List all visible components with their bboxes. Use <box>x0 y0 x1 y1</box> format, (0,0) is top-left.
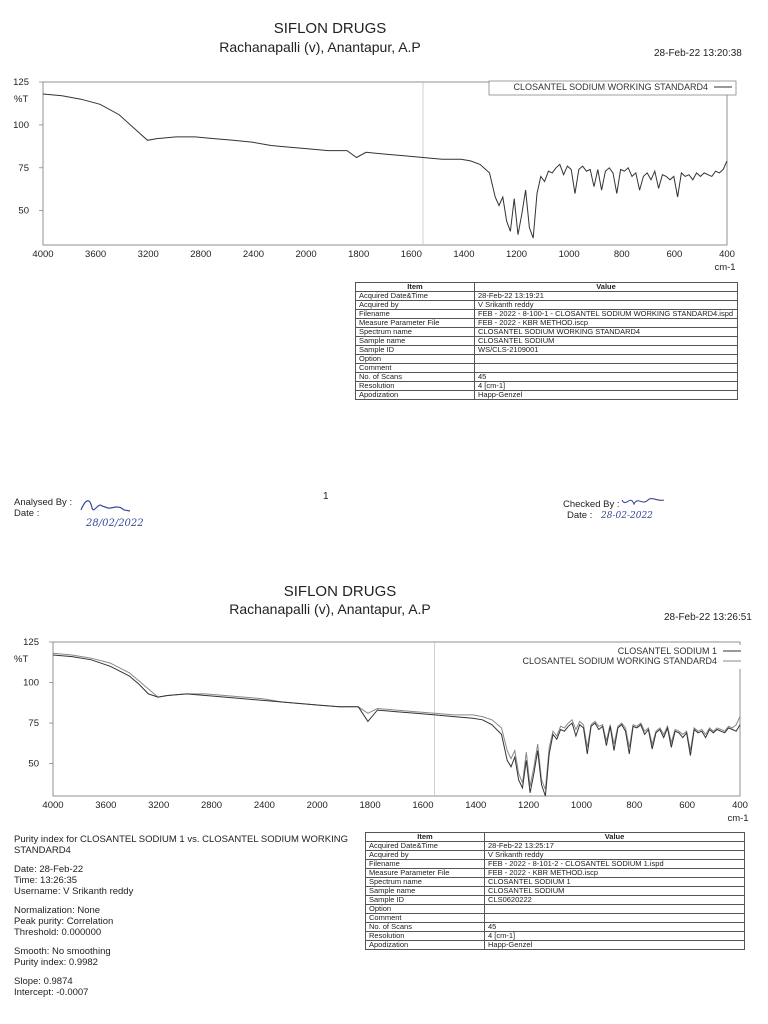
legend-entry: CLOSANTEL SODIUM 1 <box>617 646 717 656</box>
company-address-2: Rachanapalli (v), Anantapur, A.P <box>229 601 431 617</box>
x-tick-label: 2000 <box>306 800 328 811</box>
table-cell-value: 4 [cm-1] <box>485 932 745 941</box>
table-cell-item: Acquired by <box>356 301 475 310</box>
table-row <box>366 932 745 941</box>
table-cell-item: Acquired by <box>366 851 485 860</box>
x-tick-label: 800 <box>626 800 643 811</box>
purity-report <box>14 834 359 998</box>
chart-1-svg <box>0 70 768 280</box>
table-cell-value: CLOSANTEL SODIUM <box>485 887 745 896</box>
table-cell-value: Happ-Genzel <box>475 391 738 400</box>
table-cell-value: V Srikanth reddy <box>475 301 738 310</box>
x-tick-label: 1000 <box>570 800 593 811</box>
x-tick-label: 1600 <box>400 249 422 260</box>
table-cell-value: 4 [cm-1] <box>475 382 738 391</box>
purity-peak-purity: Peak purity: Correlation <box>14 916 114 927</box>
x-tick-label: 3600 <box>95 800 117 811</box>
table-cell-item: Measure Parameter File <box>366 869 485 878</box>
table-cell-item: Filename <box>356 310 475 319</box>
checked-date-handwritten: 28-02-2022 <box>601 511 653 521</box>
purity-threshold: Threshold: 0.000000 <box>14 927 102 938</box>
x-tick-label: 2400 <box>242 249 265 260</box>
table-cell-value: V Srikanth reddy <box>485 851 745 860</box>
x-axis-label: cm-1 <box>714 262 736 273</box>
table-row <box>356 355 738 364</box>
ir-spectrum-chart-1 <box>0 70 768 280</box>
table-cell-value: Happ-Genzel <box>485 941 745 950</box>
purity-title: Purity index for CLOSANTEL SODIUM 1 vs. CLOSANTEL SODIUM WORKING STANDARD4 <box>14 834 348 856</box>
table-header-item: Item <box>356 283 475 292</box>
table-row <box>356 364 738 373</box>
table-row <box>366 842 745 851</box>
table-row <box>366 905 745 914</box>
x-tick-label: 1000 <box>558 249 580 260</box>
table-cell-item: No. of Scans <box>356 373 475 382</box>
table-row <box>356 346 738 355</box>
x-tick-label: 2800 <box>200 800 223 811</box>
page-number: 1 <box>323 491 329 502</box>
x-tick-label: 1200 <box>505 249 528 260</box>
y-axis-label: %T <box>14 654 29 665</box>
y-axis-label: %T <box>14 94 29 105</box>
x-tick-label: 1600 <box>412 800 434 811</box>
x-tick-label: 1800 <box>359 800 381 811</box>
spectrum-info-table-1 <box>355 282 738 400</box>
y-tick-label: 50 <box>18 205 29 217</box>
table-row <box>366 941 745 950</box>
x-tick-label: 400 <box>732 800 748 811</box>
table-cell-item: Comment <box>356 364 475 373</box>
purity-smooth: Smooth: No smoothing <box>14 946 111 957</box>
report-timestamp-1: 28-Feb-22 13:20:38 <box>654 48 742 59</box>
table-cell-item: Comment <box>366 914 485 923</box>
x-tick-label: 600 <box>666 249 683 260</box>
table-cell-value: 45 <box>485 923 745 932</box>
report-timestamp-2: 28-Feb-22 13:26:51 <box>664 612 752 623</box>
table-cell-item: Sample name <box>356 337 475 346</box>
checker-signature <box>620 492 666 512</box>
table-cell-value <box>485 905 745 914</box>
table-cell-item: Spectrum name <box>356 328 475 337</box>
table-row <box>356 391 738 400</box>
x-tick-label: 4000 <box>42 800 64 811</box>
spectrum-info-table-2 <box>365 832 745 950</box>
purity-slope: Slope: 0.9874 <box>14 976 73 987</box>
analysed-by-label: Analysed By : <box>14 497 73 508</box>
x-tick-label: 2800 <box>190 249 212 260</box>
table-cell-value: FEB - 2022 - KBR METHOD.iscp <box>475 319 738 328</box>
table-cell-item: Measure Parameter File <box>356 319 475 328</box>
table-cell-value: CLOSANTEL SODIUM 1 <box>485 878 745 887</box>
table-cell-item: Option <box>366 905 485 914</box>
company-name-1: SIFLON DRUGS <box>273 20 387 37</box>
analyst-signature <box>78 496 138 518</box>
table-cell-value: FEB - 2022 - 8-101-2 - CLOSANTEL SODIUM 1.ispd <box>485 860 745 869</box>
series-line <box>43 94 727 238</box>
checked-date-label: Date : <box>567 510 593 521</box>
y-tick-label: 125 <box>13 77 29 88</box>
x-axis-label: cm-1 <box>727 813 749 824</box>
table-cell-value: 45 <box>475 373 738 382</box>
x-tick-label: 3200 <box>148 800 170 811</box>
table-row <box>356 382 738 391</box>
plot-frame <box>43 82 727 245</box>
table-cell-value: CLOSANTEL SODIUM WORKING STANDARD4 <box>475 328 738 337</box>
purity-normalization: Normalization: None <box>14 905 101 916</box>
table-cell-value: WS/CLS-2109001 <box>475 346 738 355</box>
company-name-2: SIFLON DRUGS <box>283 583 397 600</box>
purity-time: Time: 13:26:35 <box>14 875 78 886</box>
table-cell-item: Spectrum name <box>366 878 485 887</box>
table-row <box>356 292 738 301</box>
x-tick-label: 4000 <box>32 249 54 260</box>
series-line <box>53 655 740 796</box>
x-tick-label: 1400 <box>453 249 475 260</box>
table-row <box>356 337 738 346</box>
table-header-item: Item <box>366 833 485 842</box>
x-tick-label: 3600 <box>85 249 107 260</box>
analysed-date-label: Date : <box>14 508 40 519</box>
table-cell-item: Sample name <box>366 887 485 896</box>
table-header-value: Value <box>485 833 745 842</box>
series-line <box>53 653 740 789</box>
analysed-by-block <box>14 497 72 519</box>
table-cell-value <box>475 355 738 364</box>
purity-index: Purity index: 0.9982 <box>14 957 98 968</box>
table-cell-value: FEB - 2022 - KBR METHOD.iscp <box>485 869 745 878</box>
table-cell-item: Sample ID <box>366 896 485 905</box>
table-cell-item: Apodization <box>356 391 475 400</box>
table-row <box>366 887 745 896</box>
table-cell-value: FEB - 2022 - 8-100-1 - CLOSANTEL SODIUM WORKING STANDARD4.ispd <box>475 310 738 319</box>
x-tick-label: 3200 <box>137 249 159 260</box>
x-tick-label: 2000 <box>295 249 317 260</box>
table-cell-value: CLOSANTEL SODIUM <box>475 337 738 346</box>
y-tick-label: 100 <box>23 677 39 689</box>
table-cell-item: Filename <box>366 860 485 869</box>
table-cell-item: Resolution <box>356 382 475 391</box>
table-cell-value <box>475 364 738 373</box>
table-cell-value <box>485 914 745 923</box>
table-cell-item: Apodization <box>366 941 485 950</box>
table-cell-item: Acquired Date&Time <box>356 292 475 301</box>
x-tick-label: 1200 <box>518 800 540 811</box>
x-tick-label: 400 <box>719 249 735 260</box>
analysed-date-handwritten: 28/02/2022 <box>86 518 144 529</box>
table-cell-item: Sample ID <box>356 346 475 355</box>
x-tick-label: 1400 <box>465 800 487 811</box>
checked-by-label: Checked By : <box>563 499 620 510</box>
chart-2-svg <box>0 632 768 836</box>
purity-username: Username: V Srikanth reddy <box>14 886 134 897</box>
x-tick-label: 1800 <box>348 249 370 260</box>
table-cell-value: 28-Feb-22 13:25:17 <box>485 842 745 851</box>
table-row <box>366 914 745 923</box>
x-tick-label: 600 <box>679 800 696 811</box>
table-row <box>356 373 738 382</box>
y-tick-label: 100 <box>13 119 29 131</box>
legend-entry: CLOSANTEL SODIUM WORKING STANDARD4 <box>522 656 717 666</box>
purity-date: Date: 28-Feb-22 <box>14 864 84 875</box>
table-cell-value: 28-Feb-22 13:19:21 <box>475 292 738 301</box>
y-tick-label: 50 <box>28 758 39 770</box>
legend-entry: CLOSANTEL SODIUM WORKING STANDARD4 <box>513 82 708 92</box>
purity-intercept: Intercept: -0.0007 <box>14 987 89 998</box>
table-cell-item: Acquired Date&Time <box>366 842 485 851</box>
y-tick-label: 75 <box>18 162 29 174</box>
table-cell-value: CLS0620222 <box>485 896 745 905</box>
x-tick-label: 800 <box>613 249 630 260</box>
company-address-1: Rachanapalli (v), Anantapur, A.P <box>219 39 421 55</box>
table-header-value: Value <box>475 283 738 292</box>
table-row <box>366 896 745 905</box>
y-tick-label: 75 <box>28 718 39 730</box>
table-cell-item: Resolution <box>366 932 485 941</box>
x-tick-label: 2400 <box>253 800 275 811</box>
y-tick-label: 125 <box>23 637 39 648</box>
table-row <box>366 923 745 932</box>
table-cell-item: No. of Scans <box>366 923 485 932</box>
table-cell-item: Option <box>356 355 475 364</box>
ir-spectrum-chart-2 <box>0 632 768 836</box>
